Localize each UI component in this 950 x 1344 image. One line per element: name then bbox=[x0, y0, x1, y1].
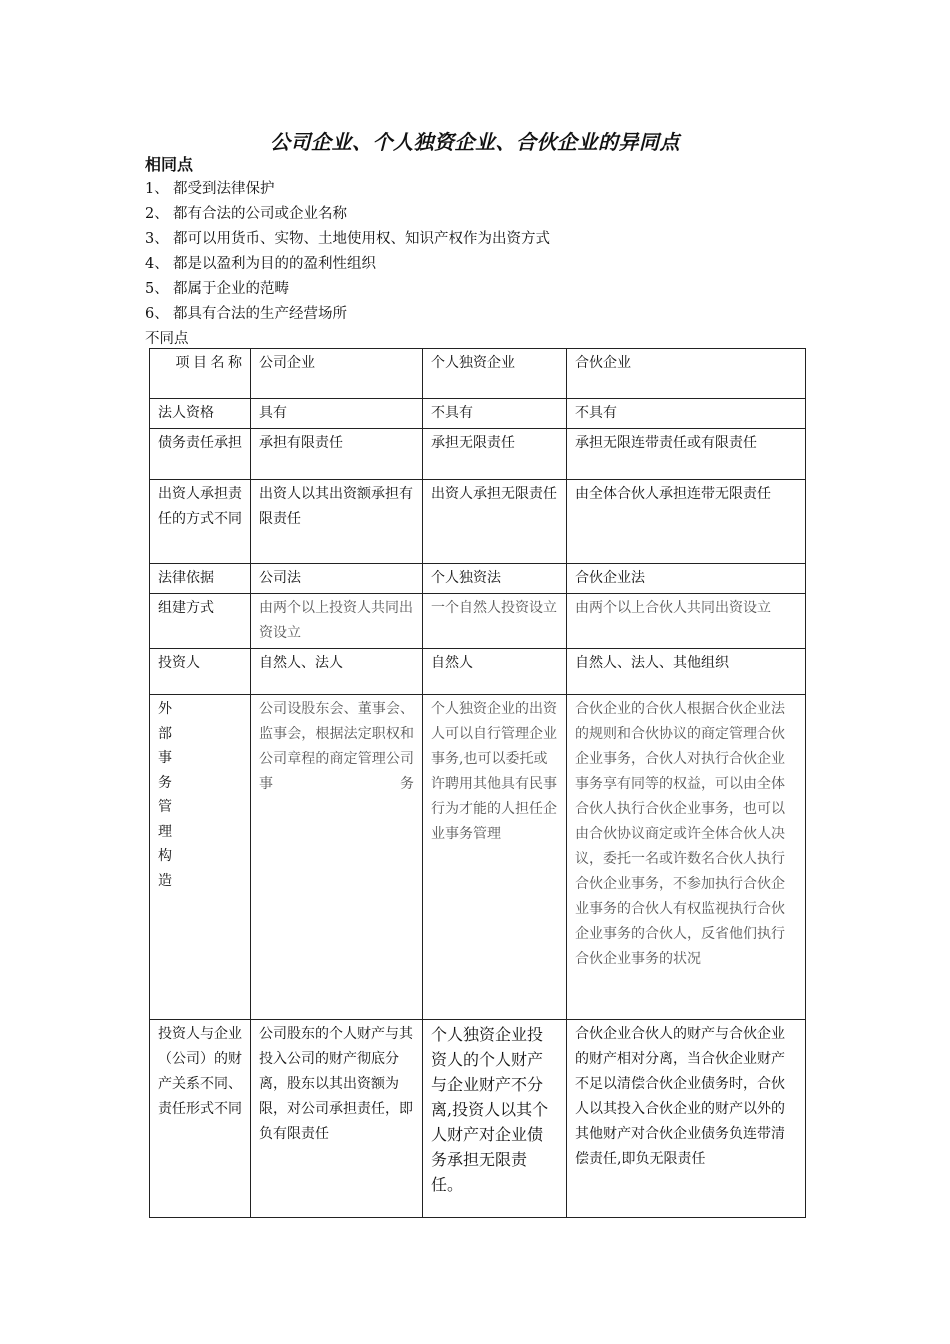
cell-company: 公司股东的个人财产与其投入公司的财产彻底分离，股东以其出资额为限，对公司承担责任，即负有限责任 bbox=[251, 1020, 423, 1218]
cell-company: 承担有限责任 bbox=[251, 429, 423, 480]
label-char: 务 bbox=[158, 774, 172, 791]
cell-company: 公司法 bbox=[251, 564, 423, 594]
header-company: 公司企业 bbox=[251, 349, 423, 399]
table-row bbox=[150, 564, 806, 594]
row-label: 法律依据 bbox=[150, 564, 251, 594]
item-number: 5、 bbox=[145, 281, 169, 297]
similarity-item bbox=[145, 202, 347, 223]
item-text: 都受到法律保护 bbox=[173, 181, 275, 197]
cell-partnership: 由全体合伙人承担连带无限责任 bbox=[567, 480, 806, 564]
item-number: 3、 bbox=[145, 231, 169, 247]
cell-sole: 承担无限责任 bbox=[423, 429, 567, 480]
similarity-item bbox=[145, 227, 550, 248]
header-item-name: 项目名称 bbox=[150, 349, 251, 399]
cell-sole: 个人独资企业的出资人可以自行管理企业事务,也可以委托或许聘用其他具有民事行为才能的人担任企业事务管理 bbox=[423, 695, 567, 1020]
cell-company: 自然人、法人 bbox=[251, 649, 423, 695]
cell-company: 由两个以上投资人共同出资设立 bbox=[251, 594, 423, 649]
label-char: 管 bbox=[158, 799, 172, 815]
label-char: 构 bbox=[158, 848, 172, 864]
document-title: 公司企业、个人独资企业、合伙企业的异同点 bbox=[270, 130, 680, 154]
label-char: 理 bbox=[158, 823, 172, 840]
table-row bbox=[150, 695, 806, 1020]
item-text: 都具有合法的生产经营场所 bbox=[173, 306, 347, 322]
cell-partnership: 由两个以上合伙人共同出资设立 bbox=[567, 594, 806, 649]
cell-company: 出资人以其出资额承担有限责任 bbox=[251, 480, 423, 564]
cell-partnership: 不具有 bbox=[567, 399, 806, 429]
table-row bbox=[150, 480, 806, 564]
table-row bbox=[150, 594, 806, 649]
item-number: 6、 bbox=[145, 306, 169, 322]
item-text: 都可以用货币、实物、土地使用权、知识产权作为出资方式 bbox=[173, 231, 550, 247]
cell-partnership: 合伙企业的合伙人根据合伙企业法的规则和合伙协议的商定管理合伙企业事务，合伙人对执行合伙企业事务享有同等的权益，可以由全体合伙人执行合伙企业事务，也可以由合伙协议商定或许全体合伙人决议，委托一名或许数名合伙人执行合伙企业事务，不参加执行合伙企业事务的合伙人有权监视执行合伙企业事务的合伙人，反省他们执行合伙企业事务的状况 bbox=[567, 695, 806, 1020]
item-number: 2、 bbox=[145, 206, 169, 222]
cell-partnership: 合伙企业合伙人的财产与合伙企业的财产相对分离，当合伙企业财产不足以清偿合伙企业债务时，合伙人以其投入合伙企业的财产以外的其他财产对合伙企业债务负连带清偿责任,即负无限责任 bbox=[567, 1020, 806, 1218]
row-label-vertical bbox=[150, 695, 251, 1020]
cell-sole: 一个自然人投资设立 bbox=[423, 594, 567, 649]
table-row bbox=[150, 1020, 806, 1218]
header-partnership: 合伙企业 bbox=[567, 349, 806, 399]
label-char: 外 bbox=[158, 701, 172, 717]
table-row bbox=[150, 429, 806, 480]
cell-sole: 出资人承担无限责任 bbox=[423, 480, 567, 564]
row-label: 组建方式 bbox=[150, 594, 251, 649]
label-char: 事 bbox=[158, 750, 172, 766]
cell-company: 具有 bbox=[251, 399, 423, 429]
item-text: 都属于企业的范畴 bbox=[173, 281, 289, 297]
item-text: 都有合法的公司或企业名称 bbox=[173, 206, 347, 222]
row-label: 投资人与企业（公司）的财产关系不同、责任形式不同 bbox=[150, 1020, 251, 1218]
cell-sole: 个人独资法 bbox=[423, 564, 567, 594]
row-label: 投资人 bbox=[150, 649, 251, 695]
item-number: 1、 bbox=[145, 181, 169, 197]
cell-sole: 不具有 bbox=[423, 399, 567, 429]
similarity-item bbox=[145, 177, 275, 198]
label-char: 部 bbox=[158, 725, 172, 742]
cell-sole: 自然人 bbox=[423, 649, 567, 695]
cell-partnership: 合伙企业法 bbox=[567, 564, 806, 594]
table-row bbox=[150, 649, 806, 695]
similarity-item bbox=[145, 252, 376, 273]
row-label: 法人资格 bbox=[150, 399, 251, 429]
differences-heading: 不同点 bbox=[145, 331, 189, 347]
similarity-item bbox=[145, 277, 289, 298]
row-label: 债务责任承担 bbox=[150, 429, 251, 480]
cell-company: 公司设股东会、董事会、监事会，根据法定职权和公司章程的商定管理公司事务 bbox=[251, 695, 423, 1020]
item-number: 4、 bbox=[145, 256, 169, 272]
table-row bbox=[150, 399, 806, 429]
similarity-item bbox=[145, 302, 347, 323]
table-header-row bbox=[150, 349, 806, 399]
similarities-heading: 相同点 bbox=[145, 155, 194, 174]
row-label: 出资人承担责任的方式不同 bbox=[150, 480, 251, 564]
cell-partnership: 自然人、法人、其他组织 bbox=[567, 649, 806, 695]
cell-sole: 个人独资企业投资人的个人财产与企业财产不分离,投资人以其个人财产对企业债务承担无限责任。 bbox=[423, 1020, 567, 1218]
comparison-table bbox=[149, 348, 806, 1218]
item-text: 都是以盈利为目的的盈利性组织 bbox=[173, 256, 376, 272]
header-sole-proprietorship: 个人独资企业 bbox=[423, 349, 567, 399]
cell-partnership: 承担无限连带责任或有限责任 bbox=[567, 429, 806, 480]
label-char: 造 bbox=[158, 872, 172, 889]
